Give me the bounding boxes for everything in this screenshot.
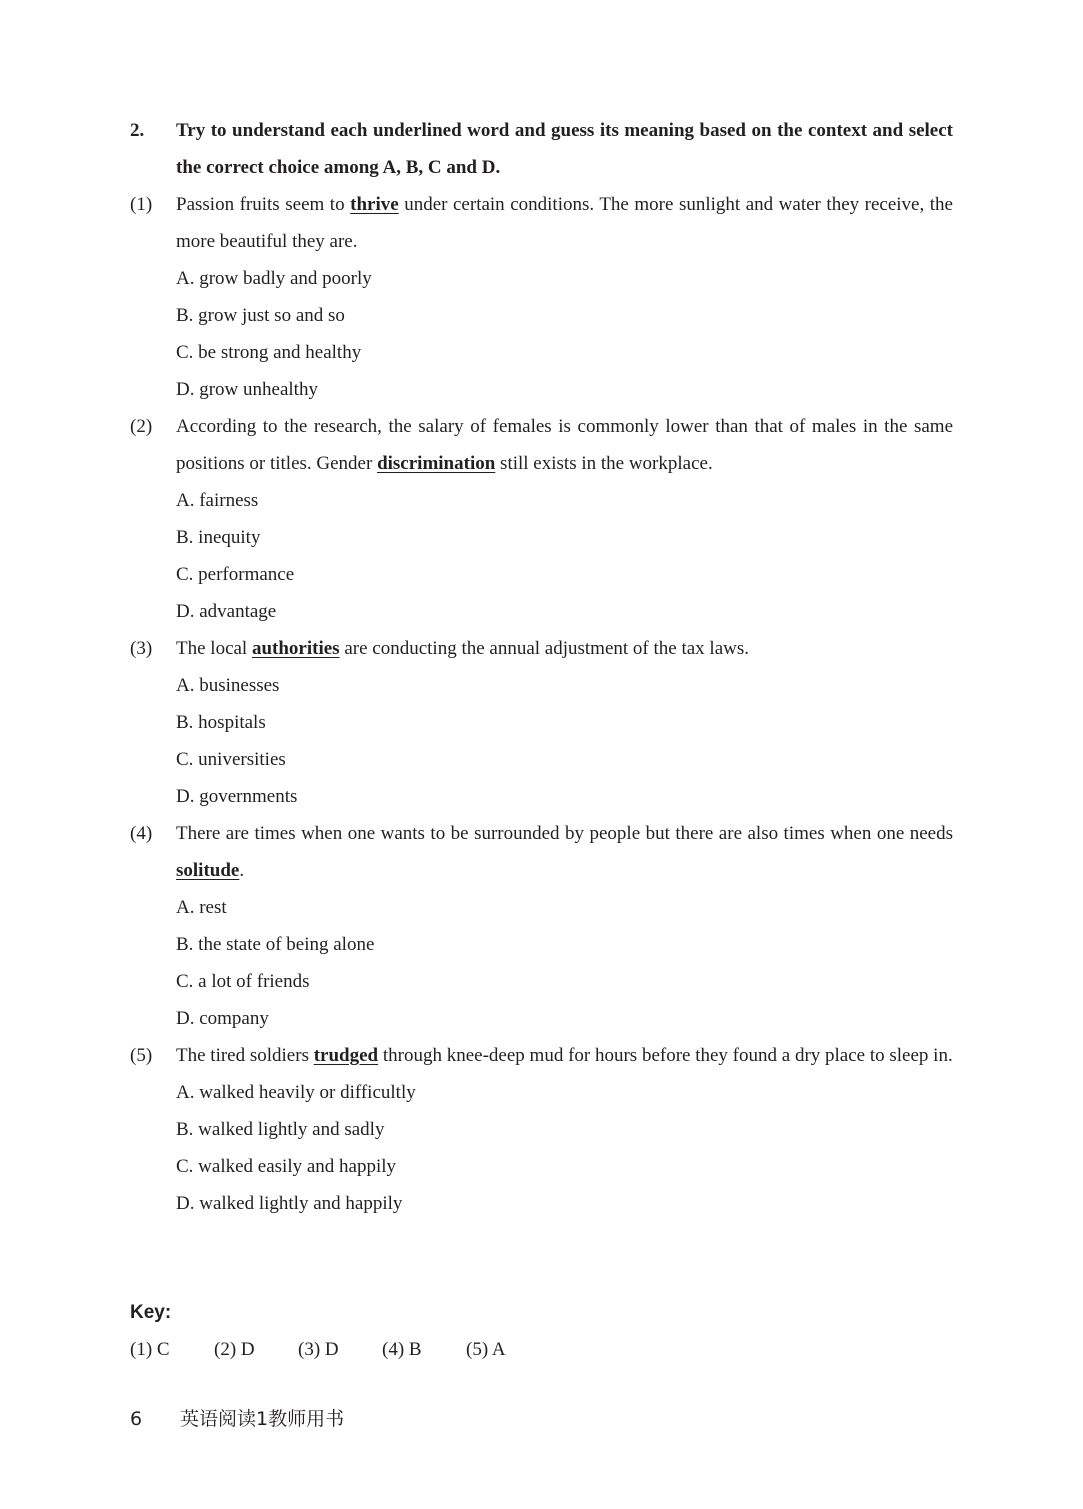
question-1 bbox=[130, 186, 953, 408]
exercise-section bbox=[130, 112, 953, 1222]
option-a: A. grow badly and poorly bbox=[176, 268, 372, 289]
exercise-instruction bbox=[130, 112, 953, 186]
underlined-keyword: solitude bbox=[176, 860, 240, 881]
answer-5: (5) A bbox=[466, 1339, 506, 1360]
question-text: Passion fruits seem to thrive under certain conditions. The more sunlight and water they receive, the more beautiful they are. bbox=[176, 194, 953, 252]
underlined-keyword: trudged bbox=[313, 1045, 379, 1066]
options-list bbox=[176, 260, 953, 408]
question-text: The local authorities are conducting the annual adjustment of the tax laws. bbox=[176, 638, 750, 659]
option-c: C. a lot of friends bbox=[176, 971, 310, 992]
option-b: B. walked lightly and sadly bbox=[176, 1119, 385, 1140]
answer-3: (3) D bbox=[298, 1339, 339, 1360]
option-b: B. grow just so and so bbox=[176, 305, 345, 326]
option-d: D. governments bbox=[176, 786, 298, 807]
options-list bbox=[176, 482, 953, 630]
option-b: B. inequity bbox=[176, 527, 261, 548]
page-footer bbox=[130, 1404, 344, 1434]
book-title: 英语阅读1教师用书 bbox=[180, 1408, 345, 1430]
option-a: A. walked heavily or difficultly bbox=[176, 1082, 416, 1103]
option-c: C. walked easily and happily bbox=[176, 1156, 397, 1177]
key-title: Key: bbox=[130, 1302, 172, 1323]
option-a: A. fairness bbox=[176, 490, 259, 511]
answer-4: (4) B bbox=[382, 1339, 422, 1360]
options-list bbox=[176, 1074, 953, 1222]
question-text: The tired soldiers trudged through knee-deep mud for hours before they found a dry place to sleep in. bbox=[176, 1045, 953, 1066]
question-2 bbox=[130, 408, 953, 630]
option-b: B. the state of being alone bbox=[176, 934, 375, 955]
option-a: A. rest bbox=[176, 897, 227, 918]
question-3 bbox=[130, 630, 953, 815]
option-d: D. company bbox=[176, 1008, 269, 1029]
underlined-keyword: discrimination bbox=[377, 453, 496, 474]
answer-2: (2) D bbox=[214, 1339, 255, 1360]
question-4 bbox=[130, 815, 953, 1037]
question-5 bbox=[130, 1037, 953, 1222]
question-number: (2) bbox=[130, 416, 153, 437]
option-d: D. grow unhealthy bbox=[176, 379, 318, 400]
option-c: C. performance bbox=[176, 564, 295, 585]
underlined-keyword: thrive bbox=[350, 194, 399, 215]
instruction-text: Try to understand each underlined word and guess its meaning based on the context and select the correct choice among A, B, C and D. bbox=[176, 120, 953, 178]
option-c: C. be strong and healthy bbox=[176, 342, 362, 363]
answer-key bbox=[130, 1294, 953, 1368]
underlined-keyword: authorities bbox=[251, 638, 340, 659]
option-a: A. businesses bbox=[176, 675, 280, 696]
question-number: (4) bbox=[130, 823, 153, 844]
exercise-number: 2. bbox=[130, 120, 145, 141]
answer-1: (1) C bbox=[130, 1339, 170, 1360]
question-number: (5) bbox=[130, 1045, 153, 1066]
page-number: 6 bbox=[130, 1408, 143, 1430]
option-d: D. advantage bbox=[176, 601, 277, 622]
question-number: (3) bbox=[130, 638, 153, 659]
option-c: C. universities bbox=[176, 749, 286, 770]
question-text: There are times when one wants to be surrounded by people but there are also times when one needs solitude. bbox=[176, 823, 953, 881]
options-list bbox=[176, 667, 953, 815]
option-d: D. walked lightly and happily bbox=[176, 1193, 403, 1214]
question-number: (1) bbox=[130, 194, 153, 215]
answer-list bbox=[130, 1331, 953, 1368]
options-list bbox=[176, 889, 953, 1037]
question-text: According to the research, the salary of females is commonly lower than that of males in the same positions or titles. Gender discrimination still exists in the workplace. bbox=[176, 416, 953, 474]
option-b: B. hospitals bbox=[176, 712, 266, 733]
